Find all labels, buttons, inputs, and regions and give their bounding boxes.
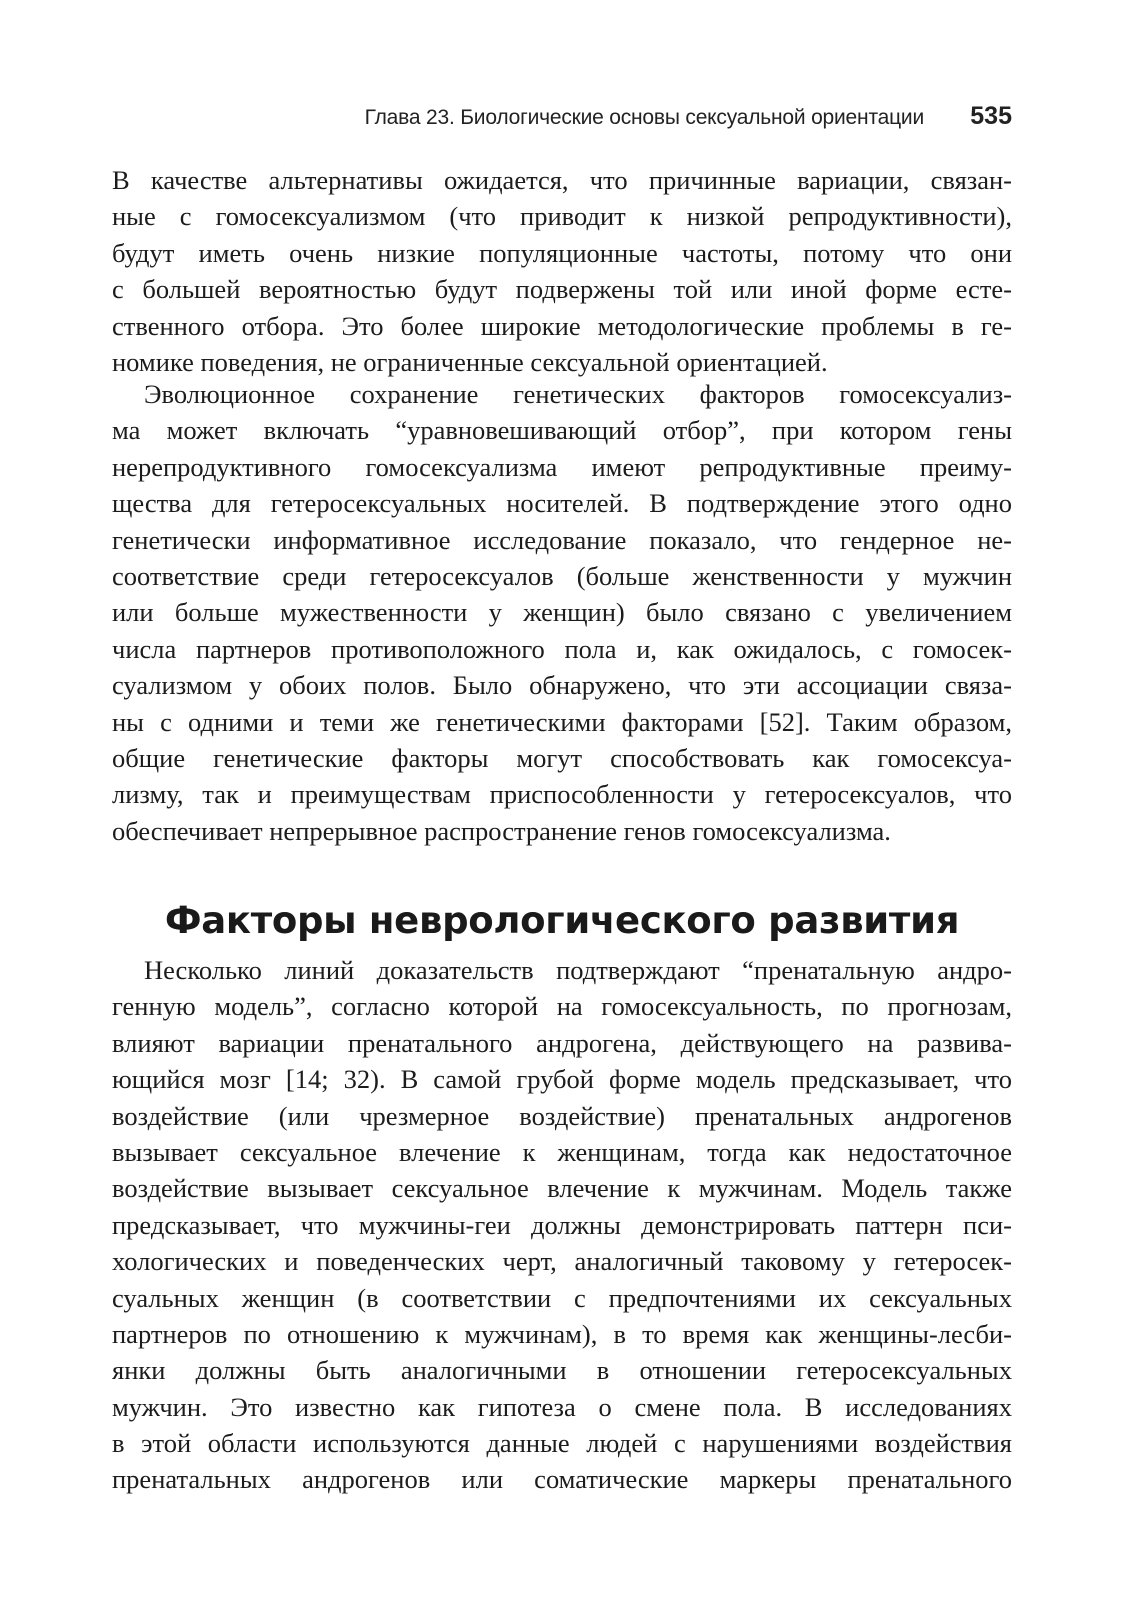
- text-line: хологических и поведенческих черт, аналогичный таковому у гетеросек-: [112, 1246, 1012, 1277]
- text-line: ющийся мозг [14; 32). В самой грубой форме модель предсказывает, что: [112, 1064, 1012, 1095]
- text-line: суализмом у обоих полов. Было обнаружено, что эти ассоциации связа-: [112, 670, 1012, 701]
- text-line: Эволюционное сохранение генетических факторов гомосексуализ-: [144, 379, 1012, 409]
- text-line: суальных женщин (в соответствии с предпочтениями их сексуальных: [112, 1282, 1012, 1313]
- text-line: общие генетические факторы могут способствовать как гомосексуа-: [112, 742, 1012, 773]
- text-line: будут иметь очень низкие популяционные частоты, потому что они: [112, 237, 1012, 268]
- text-line: нерепродуктивного гомосексуализма имеют репродуктивные преиму-: [112, 451, 1012, 482]
- text-line: числа партнеров противоположного пола и, как ожидалось, с гомосек-: [112, 633, 1012, 664]
- section-heading: Факторы неврологического развития: [164, 898, 960, 942]
- text-line: ные с гомосексуализмом (что приводит к низкой репродуктивности),: [112, 201, 1012, 232]
- text-line: ны с одними и теми же генетическими факторами [52]. Таким образом,: [112, 706, 1012, 737]
- text-line: Несколько линий доказательств подтверждают “пренатальную андро-: [144, 955, 1012, 985]
- text-line: предсказывает, что мужчины-геи должны демонстрировать паттерн пси-: [112, 1209, 1012, 1240]
- text-line: лизму, так и преимуществам приспособленности у гетеросексуалов, что: [112, 779, 1012, 810]
- running-title: Глава 23. Биологические основы сексуальной ориентации: [364, 106, 924, 129]
- text-line: вызывает сексуальное влечение к женщинам, тогда как недостаточное: [112, 1136, 1012, 1167]
- text-line: партнеров по отношению к мужчинам), в то время как женщины-лесби-: [112, 1318, 1012, 1349]
- text-line: влияют вариации пренатального андрогена, действующего на развива-: [112, 1027, 1012, 1058]
- text-line: номике поведения, не ограниченные сексуальной ориентацией.: [112, 346, 828, 377]
- paragraph-1: [112, 162, 1012, 380]
- text-line: воздействие (или чрезмерное воздействие) пренатальных андрогенов: [112, 1100, 1012, 1131]
- text-line: янки должны быть аналогичными в отношении гетеросексуальных: [112, 1355, 1012, 1386]
- running-header: [112, 100, 1012, 136]
- text-line: в этой области используются данные людей с нарушениями воздействия: [112, 1428, 1012, 1459]
- text-line: генетически информативное исследование показало, что гендерное не-: [112, 524, 1012, 555]
- text-line: генную модель”, согласно которой на гомосексуальность, по прогнозам,: [112, 991, 1012, 1022]
- text-line: соответствие среди гетеросексуалов (больше женственности у мужчин: [112, 560, 1012, 591]
- section-paragraph: [112, 952, 1012, 1498]
- text-line: обеспечивает непрерывное распространение генов гомосексуализма.: [112, 815, 891, 846]
- text-line: В качестве альтернативы ожидается, что причинные вариации, связан-: [112, 165, 1012, 195]
- text-line: или больше мужественности у женщин) было связано с увеличением: [112, 597, 1012, 628]
- text-line: воздействие вызывает сексуальное влечение к мужчинам. Модель также: [112, 1173, 1012, 1204]
- text-line: пренатальных андрогенов или соматические маркеры пренатального: [112, 1464, 1012, 1495]
- text-line: щества для гетеросексуальных носителей. В подтверждение этого одно: [112, 488, 1012, 519]
- text-line: мужчин. Это известно как гипотеза о смене пола. В исследованиях: [112, 1391, 1012, 1422]
- text-line: ственного отбора. Это более широкие методологические проблемы в ге-: [112, 310, 1012, 341]
- page-number: 535: [970, 102, 1012, 130]
- paragraph-2: [112, 376, 1012, 849]
- text-line: с большей вероятностью будут подвержены той или иной форме есте-: [112, 274, 1012, 305]
- text-line: ма может включать “уравновешивающий отбор”, при котором гены: [112, 415, 1012, 446]
